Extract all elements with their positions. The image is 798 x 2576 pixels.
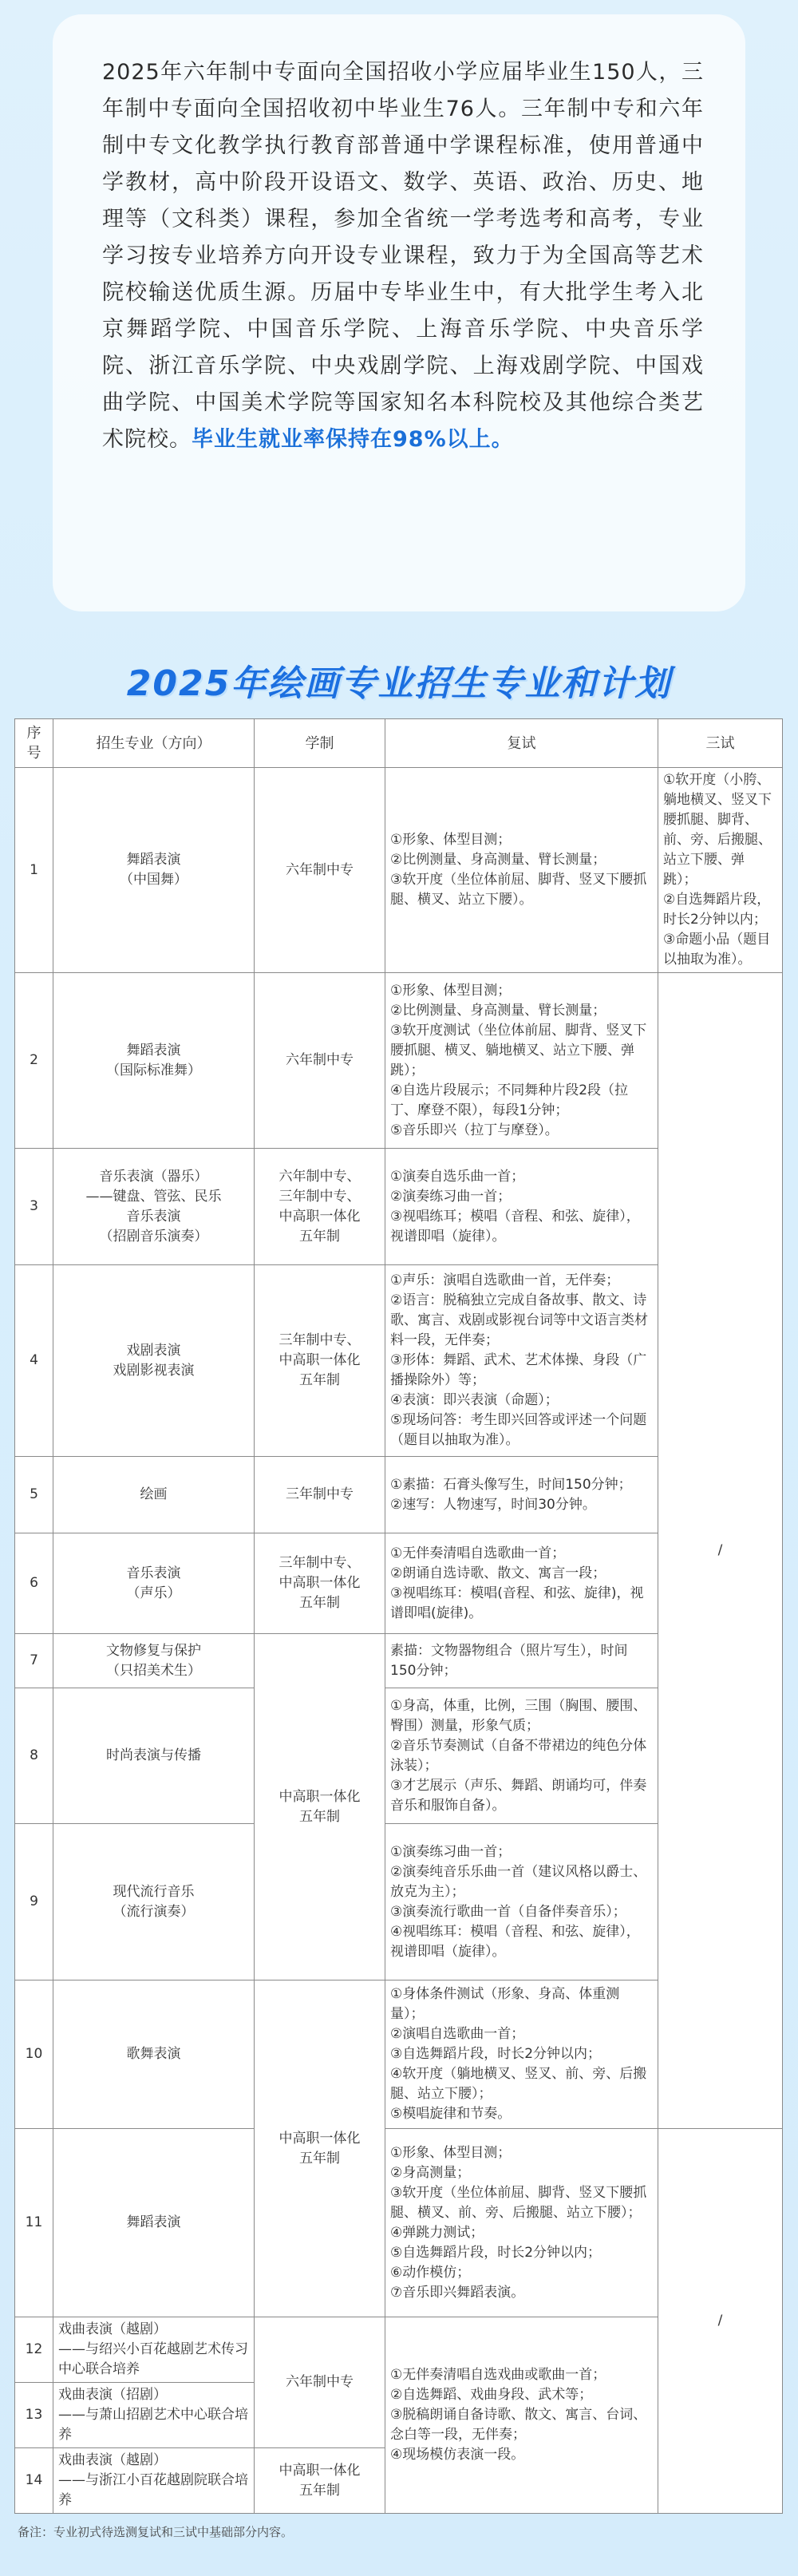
row-major: 舞蹈表演 （国际标准舞） <box>53 973 255 1149</box>
row-major: 歌舞表演 <box>53 1980 255 2129</box>
row-third: ①软开度（小胯、躺地横叉、竖叉下腰抓腿、脚背、前、旁、后搬腿、站立下腰、弹跳）； ②自选舞蹈片段，时长2分钟以内； ③命题小品（题目以抽取为准）。 <box>658 768 783 973</box>
intro-highlight: 毕业生就业率保持在98%以上。 <box>192 427 514 452</box>
row-major: 戏剧表演 戏剧影视表演 <box>53 1265 255 1457</box>
row-no: 4 <box>15 1265 53 1457</box>
row-retest: ①身高，体重，比例，三围（胸围、腰围、臀围）测量，形象气质； ②音乐节奏测试（自备不带裙边的纯色分体泳装）； ③才艺展示（声乐、舞蹈、朗诵均可，伴奏音乐和服饰自备）。 <box>385 1688 658 1824</box>
row-retest: ①声乐：演唱自选歌曲一首，无伴奏； ②语言：脱稿独立完成自备故事、散文、诗歌、寓言、戏剧或影视台词等中文语言类材料一段，无伴奏； ③形体：舞蹈、武术、艺术体操、身段（广播操除外）等； ④表演：即兴表演（命题）； ⑤现场问答：考生即兴回答或评述一个问题（题目以抽取为准）。 <box>385 1265 658 1457</box>
row-retest: ①形象、体型目测； ②比例测量、身高测量、臂长测量； ③软开度测试（坐位体前屈、脚背、竖叉下腰抓腿、横叉、躺地横叉、站立下腰、弹跳）； ④自选片段展示；不同舞种片段2段（拉丁、摩登不限），每段1分钟； ⑤音乐即兴（拉丁与摩登）。 <box>385 973 658 1149</box>
row-no: 14 <box>15 2448 53 2514</box>
row-system: 中高职一体化 五年制 <box>255 2448 385 2514</box>
row-major: 戏曲表演（越剧） ——与绍兴小百花越剧艺术传习中心联合培养 <box>53 2317 255 2383</box>
row-retest: ①演奏练习曲一首； ②演奏纯音乐乐曲一首（建议风格以爵士、放克为主）； ③演奏流行歌曲一首（自备伴奏音乐）； ④视唱练耳：模唱（音程、和弦、旋律），视谱即唱（旋律）。 <box>385 1824 658 1980</box>
row-no: 10 <box>15 1980 53 2129</box>
row-system-merged: 中高职一体化 五年制 <box>255 1634 385 1980</box>
row-third-merged: / <box>658 973 783 2129</box>
row-system: 三年制中专、 中高职一体化 五年制 <box>255 1265 385 1457</box>
row-system: 六年制中专、 三年制中专、 中高职一体化 五年制 <box>255 1149 385 1265</box>
row-no: 5 <box>15 1457 53 1533</box>
row-system: 三年制中专 <box>255 1457 385 1533</box>
row-major: 音乐表演（器乐） ——键盘、管弦、民乐 音乐表演 （招剧音乐演奏） <box>53 1149 255 1265</box>
row-retest: ①素描：石膏头像写生，时间150分钟； ②速写：人物速写，时间30分钟。 <box>385 1457 658 1533</box>
row-no: 6 <box>15 1533 53 1634</box>
row-system: 三年制中专、 中高职一体化 五年制 <box>255 1533 385 1634</box>
table-row <box>15 2129 783 2317</box>
row-major: 戏曲表演（越剧） ——与浙江小百花越剧院联合培养 <box>53 2448 255 2514</box>
row-major: 时尚表演与传播 <box>53 1688 255 1824</box>
row-retest: ①无伴奏清唱自选戏曲或歌曲一首； ②自选舞蹈、戏曲身段、武术等； ③脱稿朗诵自备诗歌、散文、寓言、台词、念白等一段，无伴奏； ④现场模仿表演一段。 <box>385 2317 658 2514</box>
enrollment-table <box>14 718 783 2514</box>
row-major: 音乐表演 （声乐） <box>53 1533 255 1634</box>
row-system: 六年制中专 <box>255 973 385 1149</box>
row-retest: ①身体条件测试（形象、身高、体重测量）； ②演唱自选歌曲一首； ③自选舞蹈片段，时长2分钟以内； ④软开度（躺地横叉、竖叉、前、旁、后搬腿、站立下腰）； ⑤模唱旋律和节奏。 <box>385 1980 658 2129</box>
row-no: 3 <box>15 1149 53 1265</box>
header-no: 序号 <box>15 719 53 768</box>
row-major: 绘画 <box>53 1457 255 1533</box>
row-third-merged: / <box>658 2129 783 2514</box>
row-no: 9 <box>15 1824 53 1980</box>
header-third: 三试 <box>658 719 783 768</box>
row-no: 12 <box>15 2317 53 2383</box>
row-no: 2 <box>15 973 53 1149</box>
row-system: 六年制中专 <box>255 768 385 973</box>
intro-card <box>53 14 745 611</box>
row-no: 1 <box>15 768 53 973</box>
section-title: 2025年绘画专业招生专业和计划 <box>126 663 672 704</box>
footnote: 备注：专业初式待选测复试和三试中基础部分内容。 <box>18 2525 294 2539</box>
table-row <box>15 973 783 1149</box>
header-major: 招生专业（方向） <box>53 719 255 768</box>
row-no: 7 <box>15 1634 53 1688</box>
table-header-row <box>15 719 783 768</box>
row-no: 11 <box>15 2129 53 2317</box>
row-major: 文物修复与保护 （只招美术生） <box>53 1634 255 1688</box>
row-retest: ①无伴奏清唱自选歌曲一首； ②朗诵自选诗歌、散文、寓言一段； ③视唱练耳：模唱(音程、和弦、旋律)，视谱即唱(旋律)。 <box>385 1533 658 1634</box>
row-major: 现代流行音乐 （流行演奏） <box>53 1824 255 1980</box>
row-retest: ①形象、体型目测； ②比例测量、身高测量、臂长测量； ③软开度（坐位体前屈、脚背、竖叉下腰抓腿、横叉、站立下腰）。 <box>385 768 658 973</box>
row-retest: ①演奏自选乐曲一首； ②演奏练习曲一首； ③视唱练耳；模唱（音程、和弦、旋律），视谱即唱（旋律）。 <box>385 1149 658 1265</box>
row-retest: 素描：文物器物组合（照片写生），时间150分钟； <box>385 1634 658 1688</box>
row-system-merged: 中高职一体化 五年制 <box>255 1980 385 2317</box>
row-major: 戏曲表演（招剧） ——与萧山招剧艺术中心联合培养 <box>53 2383 255 2448</box>
enrollment-table-wrap <box>14 718 782 2514</box>
row-major: 舞蹈表演 <box>53 2129 255 2317</box>
intro-text: 2025年六年制中专面向全国招收小学应届毕业生150人，三年制中专面向全国招收初中毕业生76人。三年制中专和六年制中专文化教学执行教育部普通中学课程标准，使用普通中学教材，高中阶段开设语文、数学、英语、政治、历史、地理等（文科类）课程，参加全省统一学考选考和高考，专业学习按专业培养方向开设专业课程，致力于为全国高等艺术院校输送优质生源。历届中专毕业生中，有大批学生考入北京舞蹈学院、中国音乐学院、上海音乐学院、中央音乐学院、浙江音乐学院、中央戏剧学院、上海戏剧学院、中国戏曲学院、中国美术学院等国家知名本科院校及其他综合类艺术院校。 <box>102 60 704 452</box>
row-no: 8 <box>15 1688 53 1824</box>
header-retest: 复试 <box>385 719 658 768</box>
header-system: 学制 <box>255 719 385 768</box>
row-retest: ①形象、体型目测； ②身高测量； ③软开度（坐位体前屈、脚背、竖叉下腰抓腿、横叉、前、旁、后搬腿、站立下腰）； ④弹跳力测试； ⑤自选舞蹈片段，时长2分钟以内； ⑥动作模仿； ⑦音乐即兴舞蹈表演。 <box>385 2129 658 2317</box>
row-major: 舞蹈表演 （中国舞） <box>53 768 255 973</box>
row-no: 13 <box>15 2383 53 2448</box>
row-system-merged: 六年制中专 <box>255 2317 385 2448</box>
table-row <box>15 768 783 973</box>
